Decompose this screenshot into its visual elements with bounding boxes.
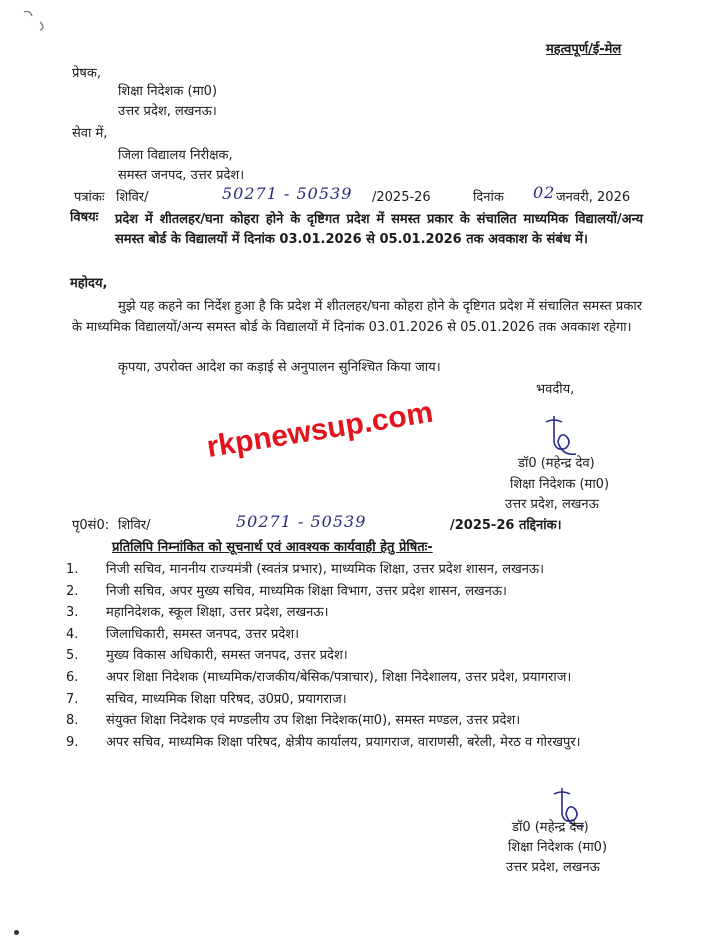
sender-label: प्रेषक, — [72, 66, 102, 81]
endorsement-year-date: /2025-26 तद्दिनांक। — [450, 518, 562, 533]
signer2-place: उत्तर प्रदेश, लखनऊ — [506, 860, 600, 875]
ref-date-rest: जनवरी, 2026 — [556, 190, 631, 205]
list-item: 4. जिलाधिकारी, समस्त जनपद, उत्तर प्रदेश। — [66, 626, 300, 642]
ref-label: पत्रांकः — [74, 190, 105, 205]
punch-hole-mark — [14, 930, 19, 935]
subject-label: विषयः — [70, 210, 99, 225]
list-item: 8. संयुक्त शिक्षा निदेशक एवं मण्डलीय उप शिक्षा निदेशक(मा0), समस्त मण्डल, उत्तर प्रदेश। — [66, 713, 521, 729]
ref-prefix: शिविर/ — [116, 190, 149, 205]
ref-year: /2025-26 — [372, 190, 431, 205]
ref-number-handwritten: 50271 - 50539 — [222, 184, 353, 203]
signer1-place: उत्तर प्रदेश, लखनऊ — [505, 497, 599, 512]
body-paragraph-2: कृपया, उपरोक्त आदेश का कड़ाई से अनुपालन सुनिश्चित किया जाय। — [118, 360, 441, 375]
ref-date-handwritten: 02 — [533, 183, 556, 202]
copy-to-list — [66, 562, 666, 756]
recipient-line2: समस्त जनपद, उत्तर प्रदेश। — [118, 168, 245, 183]
list-item: 2. निजी सचिव, अपर मुख्य सचिव, माध्यमिक शिक्षा विभाग, उत्तर प्रदेश शासन, लखनऊ। — [66, 583, 507, 599]
importance-mark: महत्वपूर्ण/ई-मेल — [546, 42, 622, 57]
body-paragraph-1: मुझे यह कहने का निर्देश हुआ है कि प्रदेश में शीतलहर/घना कोहरा होने के दृष्टिगत प्रदेश में संचालित समस्त प्रकार के माध्यमिक विद्यालयों/अन्य समस्त बोर्ड के विद्यालयों में दिनांक 03.01.2026 से 05.01.2026 तक अवकाश रहेगा। — [72, 299, 642, 335]
recipient-label: सेवा में, — [72, 126, 108, 141]
subject-text: प्रदेश में शीतलहर/घना कोहरा होने के दृष्टिगत प्रदेश में समस्त प्रकार के संचालित माध्यमिक विद्यालयों/अन्य समस्त बोर्ड के विद्यालयों में दिनांक 03.01.2026 से 05.01.2026 तक अवकाश के संबंध में। — [115, 212, 643, 247]
signer2-name: डॉ0 (महेन्द्र देव) — [512, 820, 589, 835]
watermark: rkpnewsup.com — [204, 395, 436, 465]
corner-mark-icon — [22, 8, 52, 32]
list-item: 3. महानिदेशक, स्कूल शिक्षा, उत्तर प्रदेश, लखनऊ। — [66, 605, 329, 621]
copy-to-heading: प्रतिलिपि निम्नांकित को सूचनार्थ एवं आवश्यक कार्यवाही हेतु प्रेषितः- — [112, 540, 433, 555]
recipient-line1: जिला विद्यालय निरीक्षक, — [118, 148, 233, 163]
signer1-name: डॉ0 (महेन्द्र देव) — [518, 456, 595, 471]
list-item: 7. सचिव, माध्यमिक शिक्षा परिषद, उ0प्र0, प्रयागराज। — [66, 691, 347, 707]
endorsement-prefix: शिविर/ — [118, 518, 151, 533]
endorsement-number-handwritten: 50271 - 50539 — [236, 512, 367, 531]
list-item: 9. अपर सचिव, माध्यमिक शिक्षा परिषद, क्षेत्रीय कार्यालय, प्रयागराज, वाराणसी, बरेली, मेरठ व गोरखपुर। — [66, 734, 581, 750]
ref-date-label: दिनांक — [473, 190, 504, 205]
endorsement-label: पृ0सं0: — [72, 518, 110, 533]
list-item: 5. मुख्य विकास अधिकारी, समस्त जनपद, उत्तर प्रदेश। — [66, 648, 348, 664]
signer2-title: शिक्षा निदेशक (मा0) — [508, 840, 608, 855]
sender-line2: उत्तर प्रदेश, लखनऊ। — [118, 104, 217, 119]
list-item: 1. निजी सचिव, माननीय राज्यमंत्री (स्वतंत्र प्रभार), माध्यमिक शिक्षा, उत्तर प्रदेश शासन, लखनऊ। — [66, 562, 545, 577]
list-item: 6. अपर शिक्षा निदेशक (माध्यमिक/राजकीय/बेसिक/पत्राचार), शिक्षा निदेशालय, उत्तर प्रदेश, प्रयागराज। — [66, 669, 572, 685]
sender-line1: शिक्षा निदेशक (मा0) — [118, 84, 218, 99]
signer1-title: शिक्षा निदेशक (मा0) — [510, 477, 610, 492]
handwritten-signature-1 — [532, 412, 592, 462]
salutation: महोदय, — [70, 276, 108, 291]
closing: भवदीय, — [536, 382, 575, 397]
